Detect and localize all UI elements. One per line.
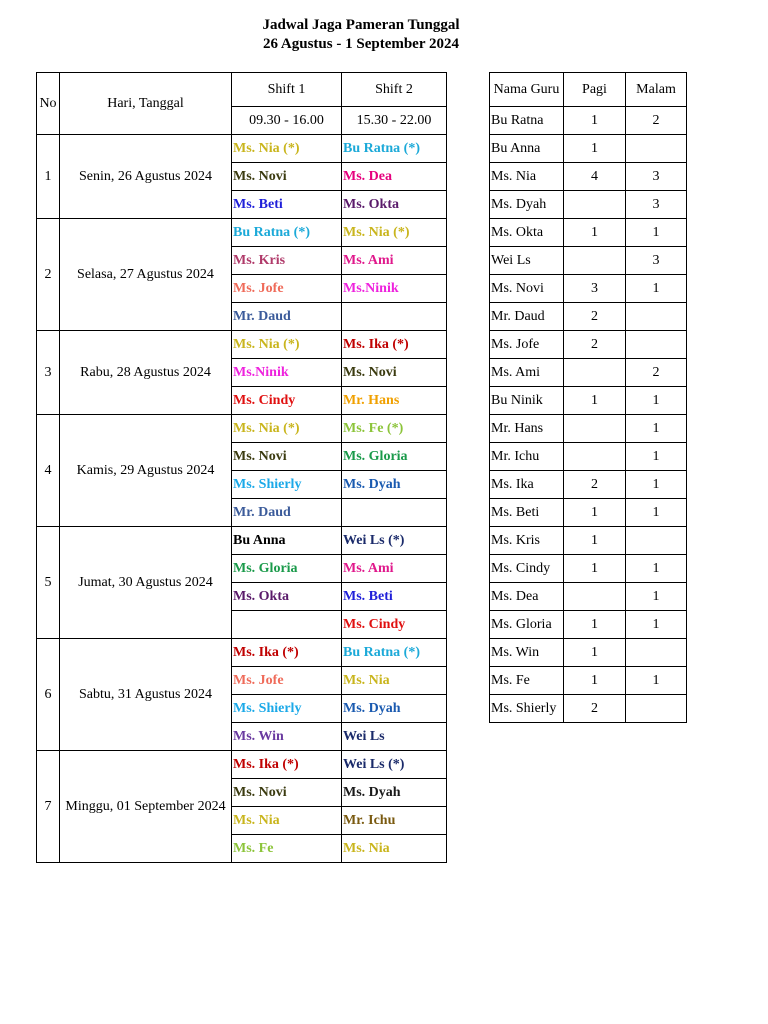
schedule-row [37,135,447,163]
day-number: 1 [37,135,60,219]
summary-row [490,695,687,723]
summary-row [490,107,687,135]
pagi-count: 1 [564,219,626,247]
schedule-row [37,415,447,443]
pagi-count: 1 [564,667,626,695]
schedule-row [37,331,447,359]
pagi-count: 2 [564,695,626,723]
shift1-teacher: Ms. Novi [232,443,342,471]
shift1-teacher: Bu Ratna (*) [232,219,342,247]
malam-count: 3 [626,163,687,191]
day-date: Senin, 26 Agustus 2024 [60,135,232,219]
teacher-name: Mr. Ichu [490,443,564,471]
shift1-teacher [232,611,342,639]
day-number: 6 [37,639,60,751]
teacher-name: Ms. Nia [490,163,564,191]
shift1-teacher: Bu Anna [232,527,342,555]
summary-row [490,275,687,303]
pagi-count: 1 [564,107,626,135]
day-number: 4 [37,415,60,527]
teacher-name: Ms. Ika [490,471,564,499]
shift2-teacher: Ms. Nia [342,667,447,695]
summary-row [490,611,687,639]
pagi-count: 1 [564,611,626,639]
shift2-teacher [342,303,447,331]
shift2-teacher: Ms. Okta [342,191,447,219]
shift2-teacher: Ms. Cindy [342,611,447,639]
summary-table [489,72,687,723]
day-date: Kamis, 29 Agustus 2024 [60,415,232,527]
header-pagi: Pagi [564,73,626,107]
summary-row [490,583,687,611]
shift2-teacher: Ms. Novi [342,359,447,387]
day-number: 3 [37,331,60,415]
shift1-teacher: Ms. Gloria [232,555,342,583]
header-no: No [37,73,60,135]
shift1-teacher: Ms. Nia (*) [232,415,342,443]
pagi-count: 4 [564,163,626,191]
malam-count [626,135,687,163]
shift2-teacher: Ms. Beti [342,583,447,611]
shift1-teacher: Mr. Daud [232,303,342,331]
day-date: Selasa, 27 Agustus 2024 [60,219,232,331]
document-title [0,16,722,54]
day-date: Rabu, 28 Agustus 2024 [60,331,232,415]
shift2-teacher: Ms. Ika (*) [342,331,447,359]
teacher-name: Bu Ninik [490,387,564,415]
teacher-name: Ms. Dyah [490,191,564,219]
summary-row [490,639,687,667]
malam-count [626,527,687,555]
shift1-teacher: Ms. Okta [232,583,342,611]
header-shift1: Shift 1 [232,73,342,107]
pagi-count [564,415,626,443]
teacher-name: Ms. Jofe [490,331,564,359]
shift1-teacher: Ms. Novi [232,163,342,191]
pagi-count: 1 [564,387,626,415]
summary-row [490,415,687,443]
summary-row [490,163,687,191]
shift2-teacher: Ms. Dyah [342,695,447,723]
shift1-teacher: Ms. Ika (*) [232,751,342,779]
summary-row [490,303,687,331]
pagi-count: 1 [564,555,626,583]
shift2-teacher: Ms. Dyah [342,779,447,807]
summary-row [490,191,687,219]
malam-count: 1 [626,387,687,415]
teacher-name: Ms. Cindy [490,555,564,583]
day-date: Sabtu, 31 Agustus 2024 [60,639,232,751]
pagi-count: 1 [564,135,626,163]
pagi-count [564,359,626,387]
teacher-name: Ms. Shierly [490,695,564,723]
malam-count: 2 [626,107,687,135]
teacher-name: Ms. Ami [490,359,564,387]
teacher-name: Ms. Gloria [490,611,564,639]
pagi-count [564,583,626,611]
shift2-teacher: Bu Ratna (*) [342,639,447,667]
summary-row [490,219,687,247]
teacher-name: Bu Anna [490,135,564,163]
teacher-name: Ms. Beti [490,499,564,527]
teacher-name: Ms. Okta [490,219,564,247]
teacher-name: Ms. Dea [490,583,564,611]
shift2-teacher: Wei Ls (*) [342,751,447,779]
pagi-count [564,443,626,471]
shift2-teacher: Ms. Nia (*) [342,219,447,247]
malam-count: 1 [626,667,687,695]
malam-count: 1 [626,611,687,639]
shift1-teacher: Ms. Novi [232,779,342,807]
shift1-teacher: Ms. Shierly [232,695,342,723]
summary-row [490,135,687,163]
shift1-teacher: Ms. Nia (*) [232,331,342,359]
shift1-teacher: Ms.Ninik [232,359,342,387]
shift2-teacher: Ms. Ami [342,247,447,275]
pagi-count: 1 [564,639,626,667]
shift1-teacher: Ms. Cindy [232,387,342,415]
malam-count: 1 [626,555,687,583]
header-shift1-time: 09.30 - 16.00 [232,107,342,135]
shift2-teacher: Wei Ls [342,723,447,751]
shift1-teacher: Ms. Shierly [232,471,342,499]
schedule-table [36,72,447,863]
teacher-name: Ms. Win [490,639,564,667]
malam-count [626,303,687,331]
teacher-name: Wei Ls [490,247,564,275]
summary-row [490,555,687,583]
shift2-teacher: Mr. Ichu [342,807,447,835]
summary-row [490,499,687,527]
shift2-teacher: Ms. Gloria [342,443,447,471]
malam-count: 1 [626,443,687,471]
day-number: 7 [37,751,60,863]
summary-row [490,359,687,387]
title: Jadwal Jaga Pameran Tunggal [262,17,460,33]
teacher-name: Ms. Novi [490,275,564,303]
pagi-count: 1 [564,527,626,555]
shift2-teacher: Ms. Dea [342,163,447,191]
day-date: Minggu, 01 September 2024 [60,751,232,863]
teacher-name: Mr. Daud [490,303,564,331]
day-number: 5 [37,527,60,639]
pagi-count: 2 [564,471,626,499]
schedule-row [37,527,447,555]
malam-count: 1 [626,471,687,499]
shift2-teacher: Mr. Hans [342,387,447,415]
shift2-teacher: Ms.Ninik [342,275,447,303]
pagi-count: 2 [564,303,626,331]
shift2-teacher: Ms. Fe (*) [342,415,447,443]
malam-count [626,331,687,359]
teacher-name: Bu Ratna [490,107,564,135]
malam-count: 1 [626,499,687,527]
pagi-count: 3 [564,275,626,303]
schedule-row [37,639,447,667]
malam-count: 1 [626,219,687,247]
malam-count: 1 [626,415,687,443]
header-day: Hari, Tanggal [60,73,232,135]
shift1-teacher: Ms. Fe [232,835,342,863]
day-date: Jumat, 30 Agustus 2024 [60,527,232,639]
summary-row [490,331,687,359]
header-name: Nama Guru [490,73,564,107]
shift2-teacher: Wei Ls (*) [342,527,447,555]
shift1-teacher: Ms. Jofe [232,275,342,303]
shift1-teacher: Ms. Nia (*) [232,135,342,163]
pagi-count: 1 [564,499,626,527]
shift1-teacher: Ms. Ika (*) [232,639,342,667]
malam-count [626,695,687,723]
pagi-count [564,247,626,275]
summary-row [490,387,687,415]
shift2-teacher: Bu Ratna (*) [342,135,447,163]
malam-count: 2 [626,359,687,387]
shift1-teacher: Ms. Nia [232,807,342,835]
summary-row [490,443,687,471]
teacher-name: Ms. Kris [490,527,564,555]
shift1-teacher: Ms. Beti [232,191,342,219]
malam-count: 1 [626,583,687,611]
shift2-teacher [342,499,447,527]
header-shift2-time: 15.30 - 22.00 [342,107,447,135]
header-malam: Malam [626,73,687,107]
schedule-row [37,219,447,247]
pagi-count [564,191,626,219]
summary-row [490,247,687,275]
summary-row [490,471,687,499]
teacher-name: Ms. Fe [490,667,564,695]
malam-count: 1 [626,275,687,303]
shift1-teacher: Ms. Win [232,723,342,751]
malam-count [626,639,687,667]
pagi-count: 2 [564,331,626,359]
summary-row [490,667,687,695]
day-number: 2 [37,219,60,331]
header-shift2: Shift 2 [342,73,447,107]
shift1-teacher: Ms. Kris [232,247,342,275]
shift1-teacher: Ms. Jofe [232,667,342,695]
teacher-name: Mr. Hans [490,415,564,443]
shift2-teacher: Ms. Dyah [342,471,447,499]
shift2-teacher: Ms. Nia [342,835,447,863]
malam-count: 3 [626,247,687,275]
subtitle: 26 Agustus - 1 September 2024 [263,36,459,52]
schedule-row [37,751,447,779]
summary-row [490,527,687,555]
shift2-teacher: Ms. Ami [342,555,447,583]
shift1-teacher: Mr. Daud [232,499,342,527]
malam-count: 3 [626,191,687,219]
